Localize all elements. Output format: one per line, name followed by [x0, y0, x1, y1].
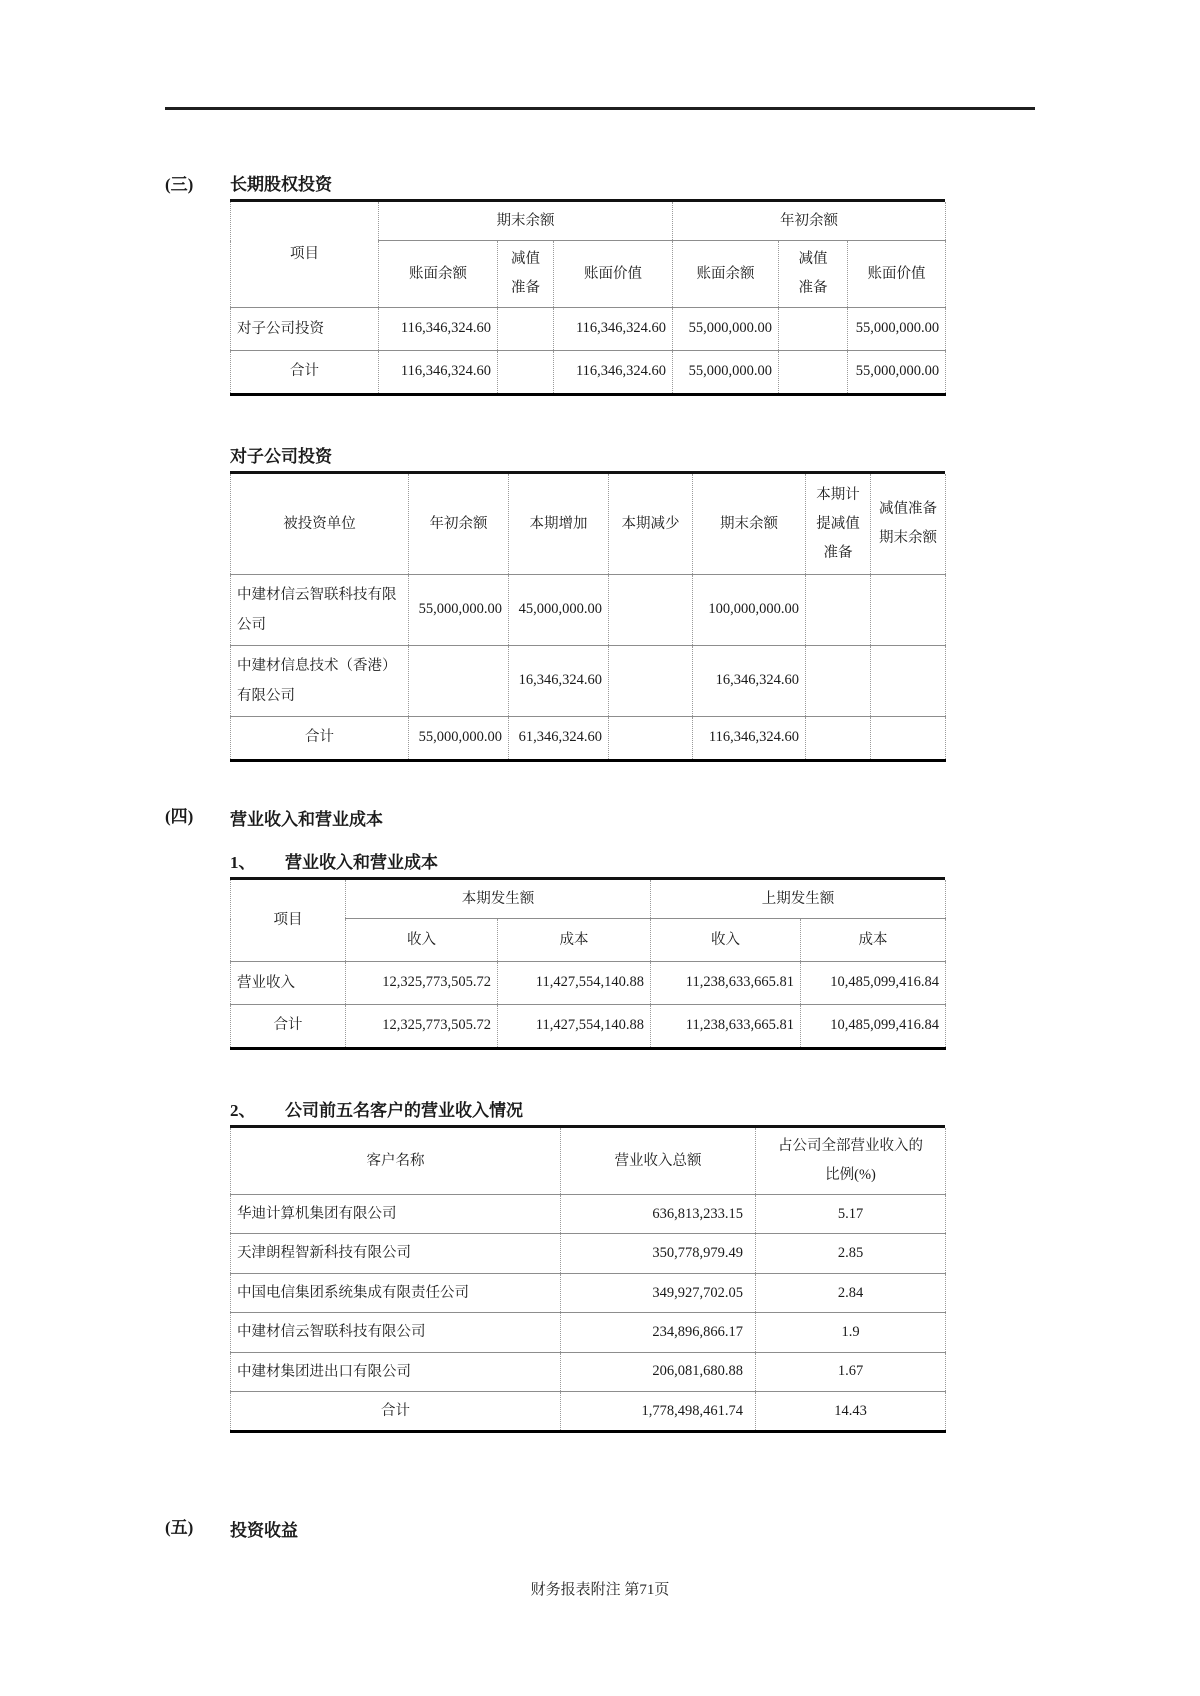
data-cell: 206,081,680.88: [561, 1352, 756, 1391]
section-heading-4: [165, 802, 1035, 834]
data-cell: [779, 351, 848, 395]
data-cell: 100,000,000.00: [693, 575, 806, 646]
data-cell: [871, 646, 946, 717]
subsection-heading-4-1: [230, 848, 945, 880]
subsection-number: 2、: [230, 1101, 256, 1120]
subsection-title: 营业收入和营业成本: [285, 853, 438, 872]
table-row-total: [231, 717, 946, 761]
header-cell: 账面余额: [673, 241, 779, 308]
data-cell: 55,000,000.00: [409, 717, 509, 761]
table-row: [231, 962, 946, 1005]
top-customers-table: [230, 1128, 946, 1433]
data-cell: 16,346,324.60: [693, 646, 806, 717]
long-term-equity-table: [230, 202, 946, 396]
header-cell-text: 减值准备: [798, 251, 828, 296]
data-cell: 营业收入: [231, 962, 346, 1005]
data-cell: 5.17: [756, 1195, 946, 1234]
subsection-number: 1、: [230, 853, 256, 872]
data-cell: 234,896,866.17: [561, 1313, 756, 1352]
data-cell: 合计: [231, 717, 409, 761]
data-cell: 1.9: [756, 1313, 946, 1352]
data-cell: [806, 575, 871, 646]
data-cell: 华迪计算机集团有限公司: [231, 1195, 561, 1234]
table-row: [231, 202, 946, 241]
header-cell-text: 占公司全部营业收入的比例(%): [778, 1138, 923, 1183]
data-cell: [871, 717, 946, 761]
header-cell: 年初余额: [409, 474, 509, 575]
header-cell: 本期发生额: [346, 880, 651, 919]
header-cell-text: 减值准备: [511, 251, 540, 296]
data-cell: [609, 717, 693, 761]
header-cell: 本期减少: [609, 474, 693, 575]
data-cell: 1,778,498,461.74: [561, 1392, 756, 1432]
data-cell: 12,325,773,505.72: [346, 1005, 498, 1049]
data-cell: 2.84: [756, 1273, 946, 1312]
header-cell: 收入: [651, 919, 801, 962]
header-cell: 成本: [498, 919, 651, 962]
section-title: 投资收益: [230, 1521, 298, 1541]
header-cell: 年初余额: [673, 202, 946, 241]
section-heading-3: [165, 170, 1035, 202]
table-row: [231, 880, 946, 919]
header-cell: 减值准备期末余额: [871, 474, 946, 575]
header-cell: [498, 241, 554, 308]
header-cell: 本期增加: [509, 474, 609, 575]
data-cell: 合计: [231, 1005, 346, 1049]
data-cell: 116,346,324.60: [554, 308, 673, 351]
data-cell: 中国电信集团系统集成有限责任公司: [231, 1273, 561, 1312]
subsidiary-investment-table: [230, 474, 946, 762]
data-cell: [871, 575, 946, 646]
section-number: (四): [165, 807, 194, 826]
section-number: (三): [165, 175, 194, 194]
header-cell: 项目: [231, 880, 346, 962]
data-cell: 116,346,324.60: [554, 351, 673, 395]
header-cell: [779, 241, 848, 308]
section-title: 营业收入和营业成本: [230, 810, 383, 829]
data-cell: 55,000,000.00: [848, 308, 946, 351]
data-cell: 对子公司投资: [231, 308, 379, 351]
header-cell: [756, 1128, 946, 1195]
table-row-total: [231, 1005, 946, 1049]
header-rule: [165, 107, 1035, 110]
data-cell: 116,346,324.60: [379, 308, 498, 351]
page-footer: 财务报表附注 第71页: [530, 1582, 670, 1598]
data-cell: 中建材信云智联科技有限公司: [231, 575, 409, 646]
data-cell: 11,238,633,665.81: [651, 962, 801, 1005]
data-cell: 10,485,099,416.84: [801, 962, 946, 1005]
subsection-title: 公司前五名客户的营业收入情况: [285, 1101, 523, 1120]
header-cell: 期末余额: [693, 474, 806, 575]
data-cell: 中建材信云智联科技有限公司: [231, 1313, 561, 1352]
header-cell: 收入: [346, 919, 498, 962]
header-cell: 客户名称: [231, 1128, 561, 1195]
data-cell: [409, 646, 509, 717]
data-cell: 55,000,000.00: [673, 308, 779, 351]
section-heading-5: [165, 1513, 1035, 1545]
table-row-total: [231, 351, 946, 395]
data-cell: 636,813,233.15: [561, 1195, 756, 1234]
header-cell: 账面余额: [379, 241, 498, 308]
data-cell: 116,346,324.60: [379, 351, 498, 395]
table-row: [231, 1195, 946, 1234]
table-row: [231, 646, 946, 717]
data-cell: [779, 308, 848, 351]
table-row: [231, 1352, 946, 1391]
revenue-cost-table: [230, 880, 946, 1050]
data-cell: [806, 717, 871, 761]
header-cell: 被投资单位: [231, 474, 409, 575]
header-cell: 成本: [801, 919, 946, 962]
table-row: [231, 575, 946, 646]
header-cell: 账面价值: [554, 241, 673, 308]
data-cell: 12,325,773,505.72: [346, 962, 498, 1005]
table-row: [231, 1313, 946, 1352]
data-cell: 14.43: [756, 1392, 946, 1432]
subsection-title: 对子公司投资: [230, 447, 332, 466]
header-cell: 本期计提减值准备: [806, 474, 871, 575]
header-cell: 上期发生额: [651, 880, 946, 919]
data-cell: 合计: [231, 1392, 561, 1432]
data-cell: 合计: [231, 351, 379, 395]
header-cell: 期末余额: [379, 202, 673, 241]
data-cell: 55,000,000.00: [409, 575, 509, 646]
subsection-heading-4-2: [230, 1096, 945, 1128]
data-cell: [609, 646, 693, 717]
table-row: [231, 1234, 946, 1273]
data-cell: [806, 646, 871, 717]
data-cell: 10,485,099,416.84: [801, 1005, 946, 1049]
table-row: [231, 474, 946, 575]
table-row: [231, 1128, 946, 1195]
table-row-total: [231, 1392, 946, 1432]
data-cell: [498, 308, 554, 351]
data-cell: 2.85: [756, 1234, 946, 1273]
data-cell: 1.67: [756, 1352, 946, 1391]
data-cell: 11,427,554,140.88: [498, 962, 651, 1005]
data-cell: 116,346,324.60: [693, 717, 806, 761]
header-cell: 账面价值: [848, 241, 946, 308]
data-cell: 350,778,979.49: [561, 1234, 756, 1273]
data-cell: [498, 351, 554, 395]
data-cell: 55,000,000.00: [673, 351, 779, 395]
subsection-heading-subsidiary: [230, 442, 945, 474]
data-cell: 45,000,000.00: [509, 575, 609, 646]
section-number: (五): [165, 1518, 194, 1538]
data-cell: 349,927,702.05: [561, 1273, 756, 1312]
table-row: [231, 1273, 946, 1312]
data-cell: 11,427,554,140.88: [498, 1005, 651, 1049]
table-row: [231, 308, 946, 351]
data-cell: [609, 575, 693, 646]
header-cell: 项目: [231, 202, 379, 308]
data-cell: 中建材信息技术（香港）有限公司: [231, 646, 409, 717]
header-cell: 营业收入总额: [561, 1128, 756, 1195]
section-title: 长期股权投资: [230, 170, 945, 202]
data-cell: 16,346,324.60: [509, 646, 609, 717]
data-cell: 中建材集团进出口有限公司: [231, 1352, 561, 1391]
data-cell: 55,000,000.00: [848, 351, 946, 395]
data-cell: 61,346,324.60: [509, 717, 609, 761]
data-cell: 天津朗程智新科技有限公司: [231, 1234, 561, 1273]
data-cell: 11,238,633,665.81: [651, 1005, 801, 1049]
